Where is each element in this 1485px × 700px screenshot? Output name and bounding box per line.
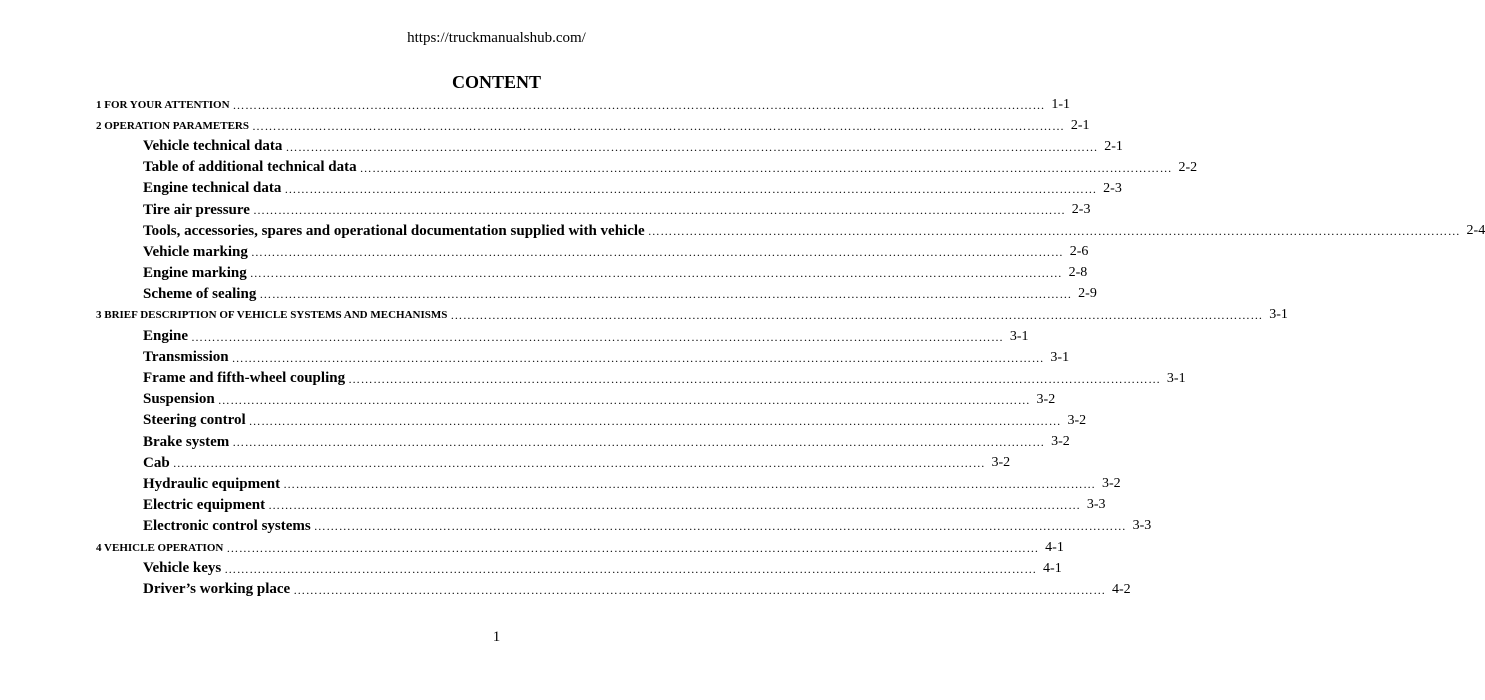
- toc-dot-leader: ……………………………………………………………………………………………………………………………………………………………………………: [285, 139, 1098, 154]
- toc-entry-title: Frame and fifth-wheel coupling: [143, 370, 346, 387]
- toc-entry-page: 3-1: [1269, 307, 1288, 323]
- toc-dot-leader: ……………………………………………………………………………………………………………………………………………………………………………: [283, 477, 1096, 492]
- toc-entry-title: Vehicle keys: [143, 560, 222, 577]
- toc-dot-leader: ……………………………………………………………………………………………………………………………………………………………………………: [348, 371, 1161, 386]
- toc-entry-page: 4-1: [1045, 539, 1064, 555]
- toc-entry-page: 2-1: [1104, 138, 1123, 154]
- toc-entry-page: 1-1: [1051, 96, 1071, 112]
- toc-entry: [96, 537, 1064, 558]
- toc-dot-leader: ……………………………………………………………………………………………………………………………………………………………………………: [259, 287, 1072, 302]
- toc-entry: [96, 389, 1056, 410]
- toc-dot-leader: ……………………………………………………………………………………………………………………………………………………………………………: [284, 181, 1097, 196]
- toc-entry-title: Electronic control systems: [143, 517, 311, 534]
- toc-entry-title: Electric equipment: [143, 496, 266, 513]
- toc-entry-title: Transmission: [143, 349, 229, 366]
- toc-entry-title: Suspension: [143, 391, 215, 408]
- toc-entry: [96, 432, 1070, 453]
- toc-entry: [96, 136, 1123, 157]
- toc-entry-page: 2-6: [1069, 244, 1089, 260]
- toc-dot-leader: ……………………………………………………………………………………………………………………………………………………………………………: [232, 435, 1045, 450]
- toc-entry-title: Scheme of sealing: [143, 285, 257, 302]
- toc-dot-leader: ……………………………………………………………………………………………………………………………………………………………………………: [231, 350, 1045, 365]
- toc-entry: [96, 558, 1062, 579]
- toc-entry-page: 4-1: [1043, 560, 1062, 576]
- table-of-contents: [96, 94, 1485, 600]
- toc-entry-page: 2-3: [1103, 180, 1122, 196]
- toc-entry-title: Tire air pressure: [143, 201, 250, 218]
- toc-entry: [96, 474, 1121, 495]
- toc-entry-page: 3-2: [1051, 434, 1070, 450]
- toc-dot-leader: ……………………………………………………………………………………………………………………………………………………………………………: [249, 266, 1063, 281]
- toc-entry-page: 2-8: [1068, 265, 1088, 281]
- toc-entry: [96, 263, 1088, 284]
- page-number: 1: [492, 629, 501, 645]
- toc-entry: [96, 242, 1089, 263]
- toc-entry: [96, 157, 1198, 178]
- toc-dot-leader: ……………………………………………………………………………………………………………………………………………………………………………: [252, 203, 1066, 218]
- toc-entry-page: 2-3: [1071, 202, 1091, 218]
- toc-dot-leader: ……………………………………………………………………………………………………………………………………………………………………………: [268, 498, 1081, 513]
- toc-entry: [96, 305, 1288, 326]
- toc-entry-title: 2 OPERATION PARAMETERS: [96, 119, 249, 132]
- toc-entry-page: 3-2: [991, 455, 1011, 471]
- toc-dot-leader: ……………………………………………………………………………………………………………………………………………………………………………: [252, 118, 1065, 133]
- toc-entry-title: 3 BRIEF DESCRIPTION OF VEHICLE SYSTEMS AND MECHANISMS: [96, 309, 448, 322]
- toc-dot-leader: ……………………………………………………………………………………………………………………………………………………………………………: [248, 413, 1062, 428]
- toc-entry: [96, 94, 1071, 115]
- toc-entry-page: 3-1: [1166, 370, 1186, 386]
- toc-dot-leader: ……………………………………………………………………………………………………………………………………………………………………………: [232, 97, 1046, 112]
- toc-entry-title: Hydraulic equipment: [143, 475, 281, 492]
- toc-entry: [96, 579, 1131, 600]
- toc-dot-leader: ……………………………………………………………………………………………………………………………………………………………………………: [172, 456, 986, 471]
- toc-dot-leader: ……………………………………………………………………………………………………………………………………………………………………………: [217, 392, 1031, 407]
- toc-dot-leader: ……………………………………………………………………………………………………………………………………………………………………………: [250, 245, 1064, 260]
- toc-dot-leader: ……………………………………………………………………………………………………………………………………………………………………………: [359, 160, 1173, 175]
- toc-entry-page: 3-2: [1067, 412, 1087, 428]
- toc-entry-title: Steering control: [143, 412, 246, 429]
- toc-entry-page: 2-9: [1078, 286, 1097, 302]
- toc-entry-page: 3-2: [1036, 391, 1056, 407]
- toc-entry-page: 3-1: [1009, 328, 1029, 344]
- toc-dot-leader: ……………………………………………………………………………………………………………………………………………………………………………: [647, 224, 1461, 239]
- toc-entry-title: Driver’s working place: [143, 581, 291, 598]
- toc-entry-page: 4-2: [1112, 581, 1131, 597]
- toc-entry-title: Vehicle marking: [143, 243, 248, 260]
- toc-entry: [96, 368, 1186, 389]
- toc-entry-page: 3-1: [1050, 349, 1070, 365]
- toc-entry-title: Tools, accessories, spares and operational documentation supplied with vehicle: [143, 222, 645, 239]
- toc-entry-page: 3-2: [1101, 476, 1121, 492]
- toc-entry-page: 2-4: [1466, 223, 1485, 239]
- toc-entry: [96, 326, 1029, 347]
- toc-entry-title: 4 VEHICLE OPERATION: [96, 541, 224, 554]
- toc-dot-leader: ……………………………………………………………………………………………………………………………………………………………………………: [191, 329, 1004, 344]
- toc-dot-leader: ……………………………………………………………………………………………………………………………………………………………………………: [450, 308, 1263, 323]
- toc-entry-page: 2-2: [1178, 159, 1198, 175]
- toc-entry: [96, 221, 1485, 242]
- toc-entry: [96, 178, 1122, 199]
- toc-entry: [96, 115, 1090, 136]
- toc-entry-title: Table of additional technical data: [143, 159, 357, 176]
- toc-entry-title: Engine: [143, 328, 189, 345]
- toc-entry-title: Vehicle technical data: [143, 138, 283, 155]
- toc-entry: [96, 453, 1011, 474]
- toc-dot-leader: ……………………………………………………………………………………………………………………………………………………………………………: [226, 540, 1039, 555]
- toc-entry-page: 2-1: [1070, 117, 1090, 133]
- toc-entry: [96, 347, 1070, 368]
- toc-entry-title: Engine marking: [143, 264, 247, 281]
- document-title: CONTENT: [451, 72, 541, 92]
- header-url: https://truckmanualshub.com/: [407, 30, 586, 46]
- toc-entry: [96, 516, 1152, 537]
- toc-dot-leader: ……………………………………………………………………………………………………………………………………………………………………………: [293, 582, 1106, 597]
- toc-dot-leader: ……………………………………………………………………………………………………………………………………………………………………………: [313, 519, 1127, 534]
- toc-entry: [96, 199, 1091, 220]
- toc-entry: [96, 284, 1097, 305]
- toc-entry-page: 3-3: [1132, 518, 1152, 534]
- toc-entry-page: 3-3: [1086, 497, 1106, 513]
- toc-entry-title: Engine technical data: [143, 180, 282, 197]
- toc-entry-title: Brake system: [143, 433, 230, 450]
- toc-entry: [96, 495, 1106, 516]
- toc-entry: [96, 410, 1087, 431]
- toc-dot-leader: ……………………………………………………………………………………………………………………………………………………………………………: [224, 561, 1037, 576]
- toc-entry-title: 1 FOR YOUR ATTENTION: [96, 98, 230, 111]
- toc-entry-title: Cab: [143, 454, 170, 471]
